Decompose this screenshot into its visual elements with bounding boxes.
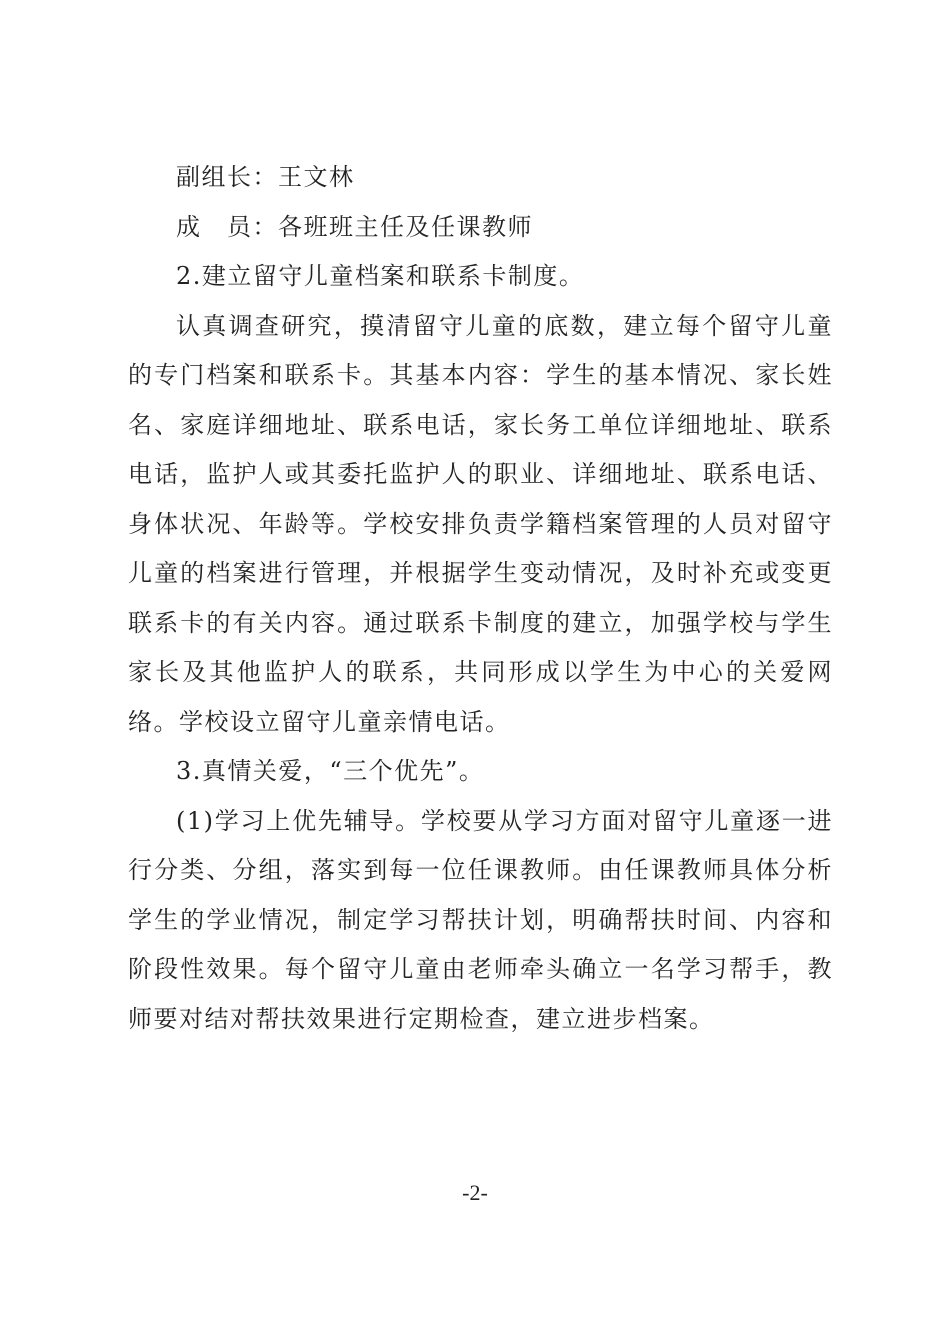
- study-priority-paragraph: (1)学习上优先辅导。学校要从学习方面对留守儿童逐一进行分类、分组，落实到每一位任课教师。由任课教师具体分析学生的学业情况，制定学习帮扶计划，明确帮扶时间、内容和阶段性效果。每个留守儿童由老师牵头确立一名学习帮手，教师要对结对帮扶效果进行定期检查，建立进步档案。: [128, 806, 833, 1033]
- page-number: -2-: [462, 1180, 488, 1205]
- deputy-leader-line: 副组长：王文林: [176, 163, 355, 191]
- section-heading-2: 2.建立留守儿童档案和联系卡制度。: [176, 262, 585, 290]
- document-body: [128, 153, 833, 1044]
- archive-paragraph: 认真调查研究，摸清留守儿童的底数，建立每个留守儿童的专门档案和联系卡。其基本内容：学生的基本情况、家长姓名、家庭详细地址、联系电话，家长务工单位详细地址、联系电话，监护人或其委托监护人的职业、详细地址、联系电话、身体状况、年龄等。学校安排负责学籍档案管理的人员对留守儿童的档案进行管理，并根据学生变动情况，及时补充或变更联系卡的有关内容。通过联系卡制度的建立，加强学校与学生家长及其他监护人的联系，共同形成以学生为中心的关爱网络。学校设立留守儿童亲情电话。: [128, 311, 833, 736]
- members-line: 成 员：各班班主任及任课教师: [176, 212, 533, 241]
- section-heading-3: 3.真情关爱，“三个优先”。: [176, 757, 485, 785]
